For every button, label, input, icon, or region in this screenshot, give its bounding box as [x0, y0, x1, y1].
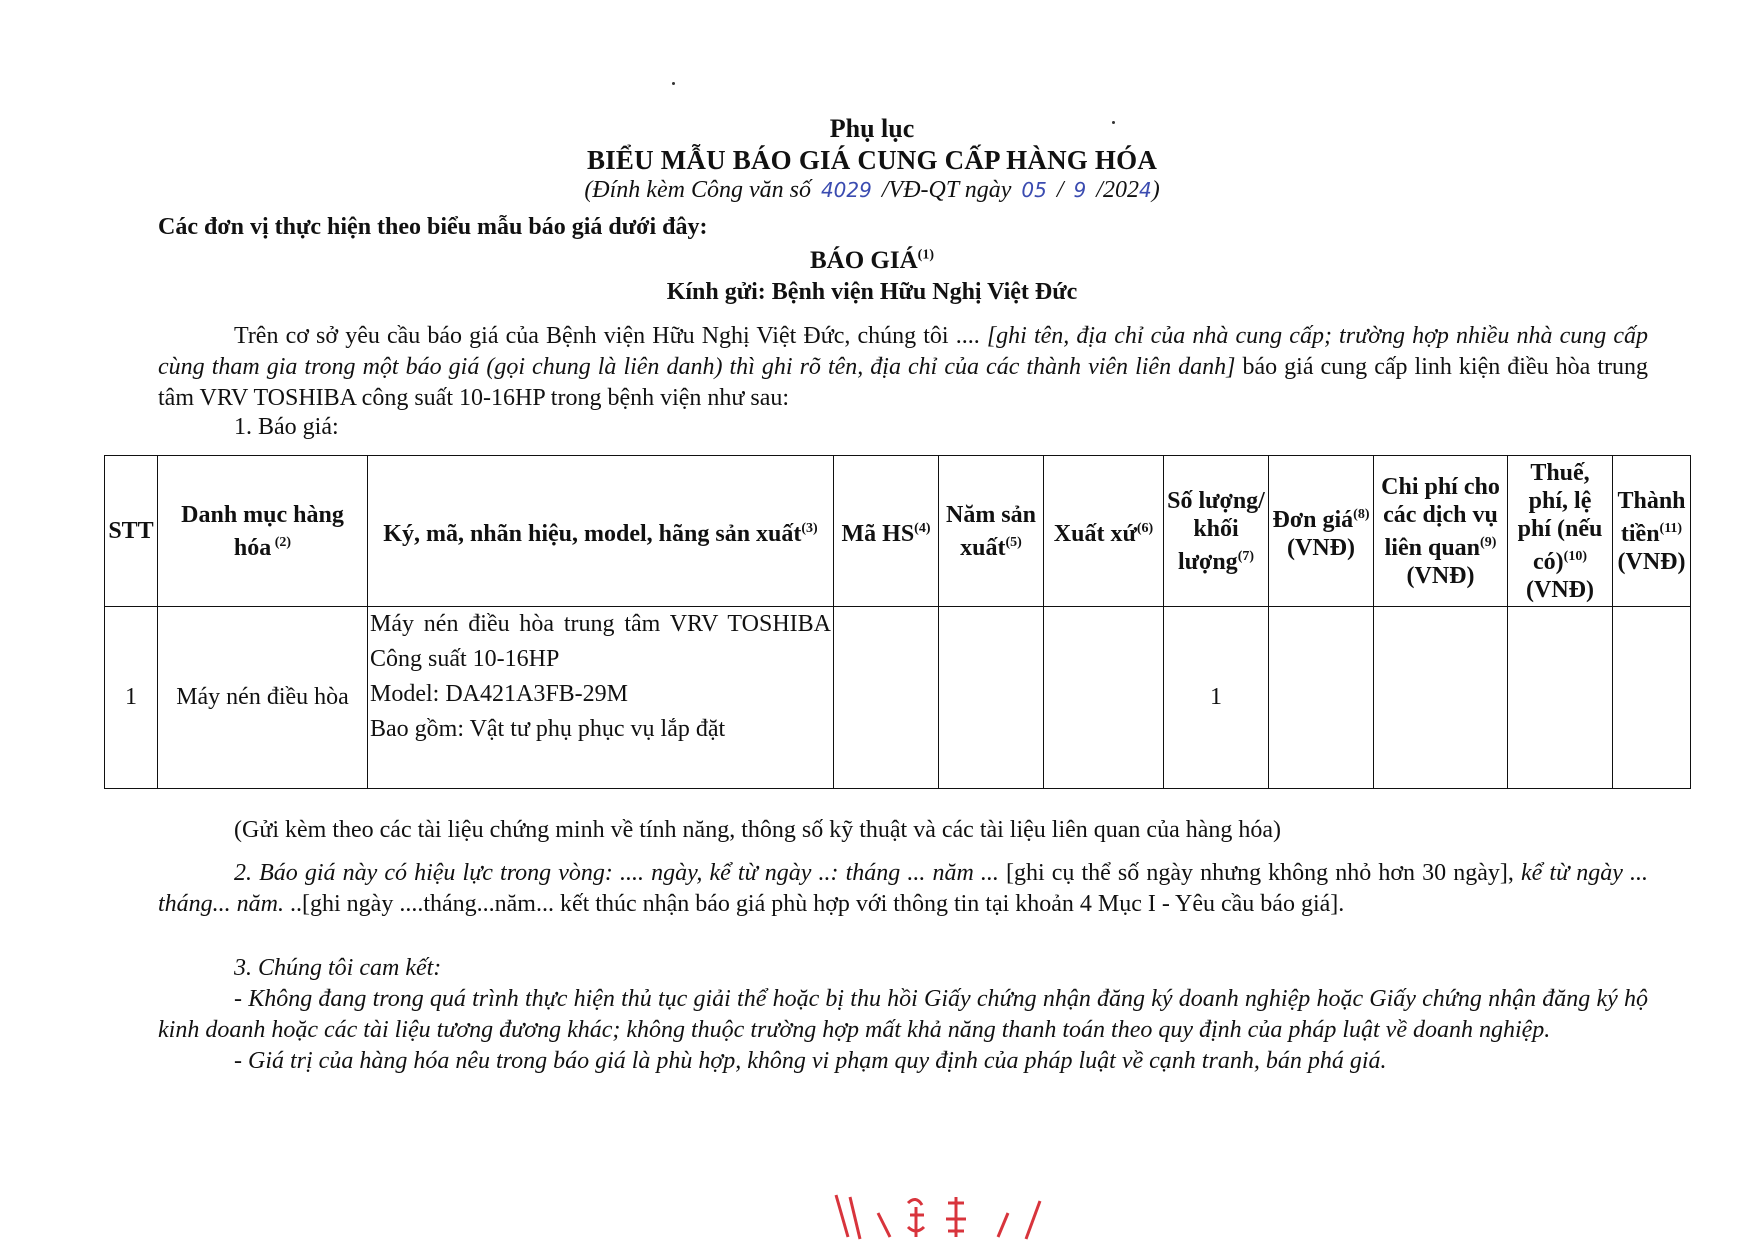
cell-unit-price [1269, 607, 1374, 789]
section-1-heading: 1. Báo giá: [234, 414, 339, 440]
cell-hs-code [834, 607, 939, 789]
section-3-heading: 3. Chúng tôi cam kết: [234, 955, 442, 981]
cell-services [1374, 607, 1508, 789]
appendix-label: Phụ lục [829, 114, 915, 143]
header-item: Danh mục hàng hóa $^{(2)}$ [158, 456, 368, 607]
cell-spec: Máy nén điều hòa trung tâm VRV TOSHIBA Công suất 10-16HP Model: DA421A3FB-29M Bao gồm: Vật tư phụ phục vụ lắp đặt [368, 607, 834, 789]
table-row [105, 607, 1691, 789]
cell-tax [1508, 607, 1613, 789]
recipient-line: Kính gửi: Bệnh viện Hữu Nghị Việt Đức [666, 279, 1078, 305]
cell-origin [1044, 607, 1164, 789]
cell-stt: 1 [105, 607, 158, 789]
red-stamp-icon [830, 1193, 1050, 1241]
header-total: Thành tiền$^{(11)}$ (VNĐ) [1613, 456, 1691, 607]
commitment-1: - Không đang trong quá trình thực hiện thủ tục giải thể hoặc bị thu hồi Giấy chứng nhận đăng ký doanh nghiệp hoặc Giấy chứng nhận đăng ký hộ kinh doanh hoặc các tài liệu tương đương khác; không thuộc trường hợp mất khả năng thanh toán theo quy định của pháp luật về doanh nghiệp. [158, 986, 1648, 1043]
header-unit-price: Đơn giá$^{(8)}$ (VNĐ) [1269, 456, 1374, 607]
intro-line: Các đơn vị thực hiện theo biểu mẫu báo giá dưới đây: [158, 214, 708, 240]
quote-title: BÁO GIÁ$^{(1)}$ [810, 247, 934, 274]
document-title: BIỂU MẪU BÁO GIÁ CUNG CẤP HÀNG HÓA [586, 145, 1158, 175]
attachment-note: (Gửi kèm theo các tài liệu chứng minh về tính năng, thông số kỹ thuật và các tài liệu liên quan của hàng hóa) [234, 817, 1282, 843]
paragraph-commitments [158, 953, 1648, 1077]
handwritten-year-digit: 4 [1138, 178, 1152, 202]
handwritten-ref-number: 4029 [820, 178, 872, 202]
header-quantity: Số lượng/ khối lượng$^{(7)}$ [1164, 456, 1269, 607]
header-spec: Ký, mã, nhãn hiệu, model, hãng sản xuất$^{(3)}$ [368, 456, 834, 607]
paragraph-validity: 2. Báo giá này có hiệu lực trong vòng: .... ngày, kể từ ngày ..: tháng ... năm ... [ghi cụ thể số ngày nhưng không nhỏ hơn 30 ngày], kể từ ngày ... tháng... năm. ..[ghi ngày ....tháng...năm... kết thúc nhận báo giá phù hợp với thông tin tại khoản 4 Mục I - Yêu cầu báo giá]. [158, 860, 1649, 917]
cell-total [1613, 607, 1691, 789]
handwritten-day: 05 [1021, 178, 1047, 202]
commitment-2: - Giá trị của hàng hóa nêu trong báo giá là phù hợp, không vi phạm quy định của pháp luật về cạnh tranh, bán phá giá. [234, 1048, 1387, 1074]
header-origin: Xuất xứ$^{(6)}$ [1044, 456, 1164, 607]
cell-year [939, 607, 1044, 789]
handwritten-month: 9 [1073, 178, 1087, 202]
header-year: Năm sản xuất$^{(5)}$ [939, 456, 1044, 607]
header-hs-code: Mã HS$^{(4)}$ [834, 456, 939, 607]
table-header-row [105, 456, 1691, 607]
header-services: Chi phí cho các dịch vụ liên quan$^{(9)}$ (VNĐ) [1374, 456, 1508, 607]
quotation-table [104, 455, 1691, 789]
paragraph-intro: Trên cơ sở yêu cầu báo giá của Bệnh viện Hữu Nghị Việt Đức, chúng tôi .... [ghi tên, địa chỉ của nhà cung cấp; trường hợp nhiều nhà cung cấp cùng tham gia trong một báo giá (gọi chung là liên danh) thì ghi rõ tên, địa chỉ của các thành viên liên danh] báo giá cung cấp linh kiện điều hòa trung tâm VRV TOSHIBA công suất 10-16HP trong bệnh viện như sau: [158, 323, 1648, 411]
header-tax: Thuế, phí, lệ phí (nếu có)$^{(10)}$ (VNĐ) [1508, 456, 1613, 607]
cell-quantity: 1 [1164, 607, 1269, 789]
cell-item: Máy nén điều hòa [158, 607, 368, 789]
header-stt: STT [105, 456, 158, 607]
document-reference: (Đính kèm Công văn số 4029 /VĐ-QT ngày 05 / 9 /2024) [584, 177, 1160, 203]
scan-speck [672, 82, 675, 85]
